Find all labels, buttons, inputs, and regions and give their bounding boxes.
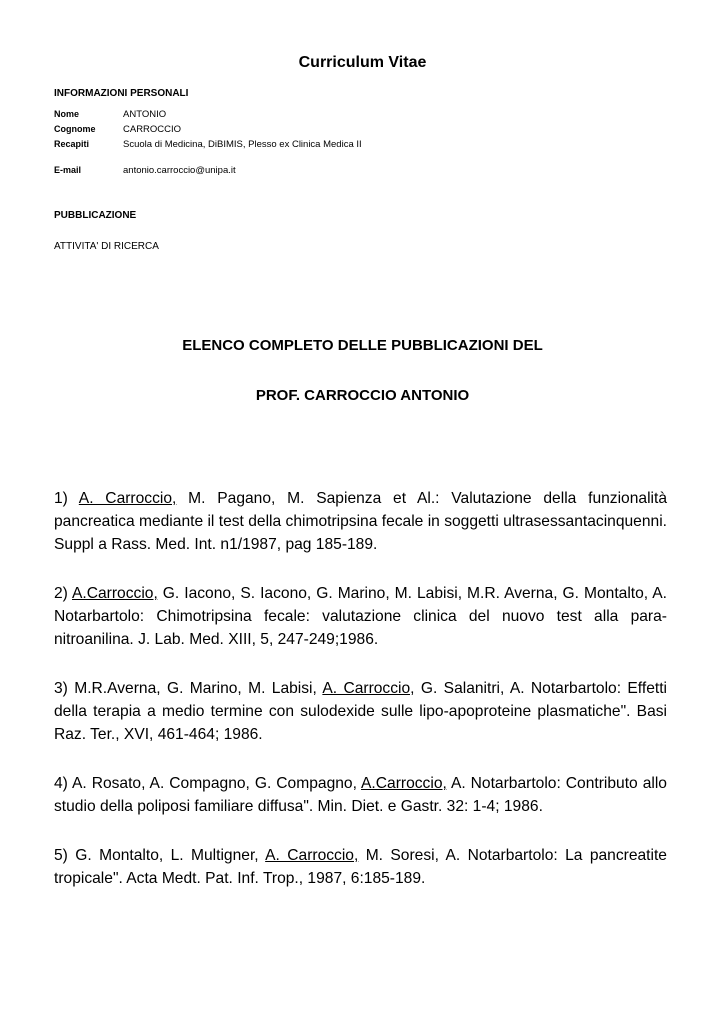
publication-prefix: 5) G. Montalto, L. Multigner, (54, 847, 266, 864)
personal-info-heading: INFORMAZIONI PERSONALI (54, 88, 189, 99)
publication-text: G. Salanitri, A. Notarbartolo: Effetti della terapia a medio termine con sulodexide sulle lipo-apoproteine plasmatiche". Basi Raz. Ter., XVI, 461-464; 1986. (54, 680, 667, 743)
publication-text: M. Soresi, A. Notarbartolo: La pancreatite tropicale". Acta Medt. Pat. Inf. Trop., 1987, 6:185-189. (54, 847, 667, 887)
publication-prefix: 2) (54, 585, 72, 602)
field-row-nome (54, 109, 166, 120)
field-row-cognome (54, 124, 181, 135)
publication-prefix: 3) M.R.Averna, G. Marino, M. Labisi, (54, 680, 323, 697)
email-value[interactable]: antonio.carroccio@unipa.it (123, 165, 236, 176)
publication-text: A. Notarbartolo: Contributo allo studio della poliposi familiare diffusa". Min. Diet. e Gastr. 32: 1-4; 1986. (54, 775, 667, 815)
highlighted-author: A.Carroccio, (361, 775, 447, 792)
field-label: Cognome (54, 124, 96, 134)
field-value: Scuola di Medicina, DiBIMIS, Plesso ex Clinica Medica II (123, 139, 362, 150)
field-label: Recapiti (54, 139, 90, 149)
highlighted-author: A.Carroccio, (72, 585, 158, 602)
publication-item (54, 487, 667, 556)
highlighted-author: A. Carroccio, (78, 490, 177, 507)
field-row-recapiti (54, 139, 362, 150)
highlighted-author: A. Carroccio, (265, 847, 359, 864)
field-label: E-mail (54, 165, 82, 175)
publication-item (54, 844, 667, 890)
publication-list (54, 487, 667, 916)
publication-item (54, 772, 667, 818)
publication-list-title-line1: ELENCO COMPLETO DELLE PUBBLICAZIONI DEL (182, 337, 543, 354)
publication-prefix: 4) A. Rosato, A. Compagno, G. Compagno, (54, 775, 362, 792)
research-label: ATTIVITA' DI RICERCA (54, 241, 159, 252)
field-label: Nome (54, 109, 80, 119)
publication-text: G. Iacono, S. Iacono, G. Marino, M. Labisi, M.R. Averna, G. Montalto, A. Notarbartolo: Chimotripsina fecale: valutazione clinica del nuovo test alla para-nitroanilina. J. Lab. Med. XIII, 5, 247-249;1986. (54, 585, 667, 648)
field-row-email (54, 165, 236, 176)
field-value: ANTONIO (123, 109, 167, 120)
publication-prefix: 1) (54, 490, 79, 507)
publication-heading: PUBBLICAZIONE (54, 210, 137, 221)
highlighted-author: A. Carroccio, (322, 680, 415, 697)
publication-text: M. Pagano, M. Sapienza et Al.: Valutazione della funzionalità pancreatica mediante il test della chimotripsina fecale in soggetti ultrasessantacinquenni. Suppl a Rass. Med. Int. n1/1987, pag 185-189. (54, 490, 668, 553)
field-value: CARROCCIO (123, 124, 182, 135)
publication-item (54, 582, 667, 651)
publication-list-title-line2: PROF. CARROCCIO ANTONIO (255, 387, 470, 404)
publication-item (54, 677, 667, 746)
document-title: Curriculum Vitae (298, 54, 427, 71)
